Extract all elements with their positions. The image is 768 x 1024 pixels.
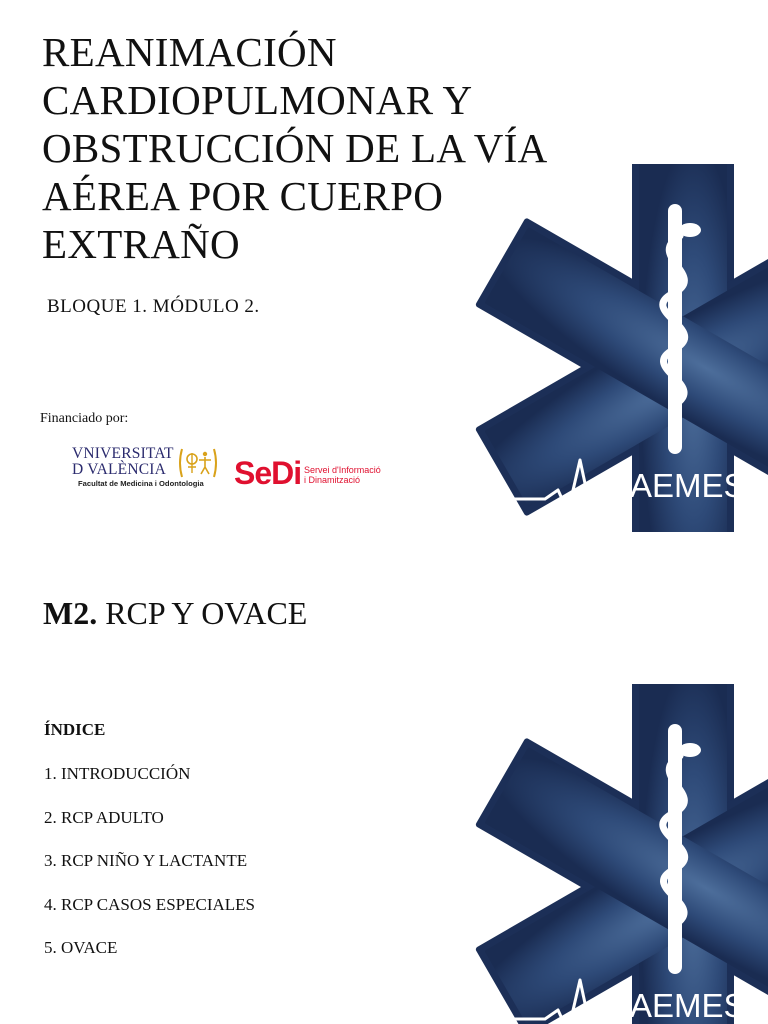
faculty-label: Facultat de Medicina i Odontologia — [78, 479, 204, 488]
module-heading-code: M2. — [43, 595, 98, 631]
slide-subtitle: BLOQUE 1. MÓDULO 2. — [47, 296, 260, 317]
sedi-logo-subtitle — [304, 465, 381, 485]
aemes-badge-label: AEMES — [630, 987, 746, 1024]
aemes-badge-label: AEMES — [630, 467, 746, 504]
slide-index — [0, 532, 768, 1024]
star-of-life-icon — [440, 164, 768, 532]
star-of-life-icon — [440, 684, 768, 1024]
module-heading-title: RCP Y OVACE — [97, 595, 308, 631]
title-line: EXTRAÑO — [42, 221, 240, 267]
university-logo-line: D VALÈNCIA — [72, 461, 167, 478]
title-line: REANIMACIÓN — [42, 29, 337, 75]
index-item: 5. OVACE — [44, 938, 118, 957]
index-item: 3. RCP NIÑO Y LACTANTE — [44, 851, 248, 870]
sedi-logo: SeDi — [234, 455, 302, 491]
university-logo-line: VNIVERSITAT — [72, 445, 174, 462]
title-line: CARDIOPULMONAR Y — [42, 77, 473, 123]
index-title: ÍNDICE — [44, 720, 106, 739]
index-item: 1. INTRODUCCIÓN — [44, 764, 191, 783]
sedi-subtitle-line: i Dinamització — [304, 475, 361, 485]
title-line: OBSTRUCCIÓN DE LA VÍA — [42, 125, 548, 171]
title-line: AÉREA POR CUERPO — [42, 173, 444, 219]
sedi-subtitle-line: Servei d'Informació — [304, 465, 381, 475]
index-item: 2. RCP ADULTO — [44, 807, 164, 827]
module-heading — [43, 595, 307, 632]
university-emblem-icon — [176, 447, 220, 479]
funded-by-label: Financiado por: — [40, 411, 129, 426]
index-item: 4. RCP CASOS ESPECIALES — [44, 894, 255, 914]
index-list — [44, 762, 255, 980]
